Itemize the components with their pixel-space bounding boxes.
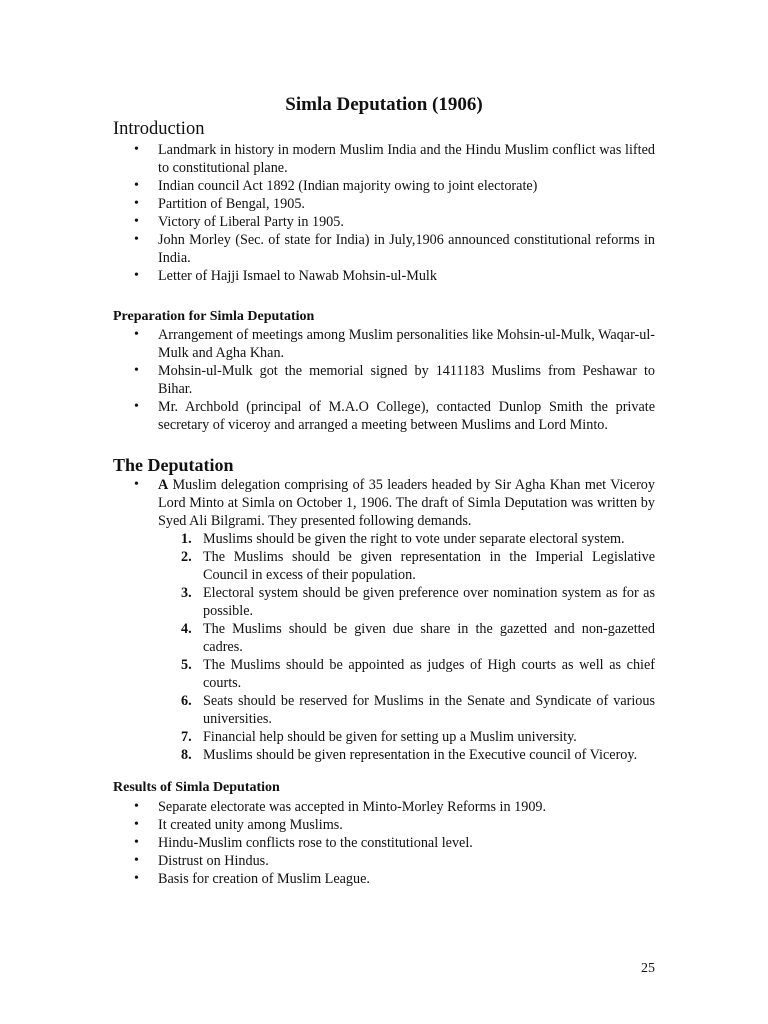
demand-number: 8.: [181, 747, 192, 763]
demand-text: Seats should be reserved for Muslims in the Senate and Syndicate of various universities.: [203, 693, 655, 727]
list-item: • Hindu-Muslim conflicts rose to the constitutional level.: [113, 834, 655, 852]
demand-number: 7.: [181, 729, 192, 745]
demand-number: 2.: [181, 549, 192, 565]
demand-item: [158, 548, 655, 584]
deputation-lead: [158, 477, 655, 529]
page-title: Simla Deputation (1906): [285, 94, 483, 115]
list-item: • John Morley (Sec. of state for India) in July,1906 announced constitutional reforms in India.: [113, 231, 655, 267]
demand-text: Electoral system should be given preference over nomination system as for as possible.: [203, 585, 655, 619]
list-item: • Victory of Liberal Party in 1905.: [113, 213, 655, 231]
list-item: • Basis for creation of Muslim League.: [113, 870, 655, 888]
deputation-heading: The Deputation: [113, 455, 234, 475]
list-item: • Landmark in history in modern Muslim India and the Hindu Muslim conflict was lifted to constitutional plane.: [113, 141, 655, 177]
demand-item: [158, 620, 655, 656]
page-number: 25: [641, 961, 655, 976]
introduction-list: [113, 141, 655, 285]
lead-text: Muslim delegation comprising of 35 leaders headed by Sir Agha Khan met Viceroy Lord Minto at Simla on October 1, 1906. The draft of Simla Deputation was written by Syed Ali Bilgrami. They presented following demands.: [158, 477, 655, 529]
demand-text: The Muslims should be given due share in the gazetted and non-gazetted cadres.: [203, 621, 655, 655]
demand-text: Muslims should be given representation in the Executive council of Viceroy.: [203, 747, 638, 763]
list-item: • Arrangement of meetings among Muslim personalities like Mohsin-ul-Mulk, Waqar-ul-Mulk and Agha Khan.: [113, 326, 655, 362]
demand-item: [158, 746, 655, 764]
demand-text: Muslims should be given the right to vote under separate electoral system.: [203, 531, 625, 547]
list-item: • Partition of Bengal, 1905.: [113, 195, 655, 213]
list-item: • Distrust on Hindus.: [113, 852, 655, 870]
list-item: • It created unity among Muslims.: [113, 816, 655, 834]
demand-item: [158, 692, 655, 728]
preparation-list: [113, 326, 655, 434]
demand-text: Financial help should be given for setting up a Muslim university.: [203, 729, 577, 745]
demand-text: The Muslims should be given representation in the Imperial Legislative Council in excess of their population.: [203, 549, 655, 583]
demand-item: [158, 584, 655, 620]
list-item: • Separate electorate was accepted in Minto-Morley Reforms in 1909.: [113, 798, 655, 816]
list-item: • Letter of Hajji Ismael to Nawab Mohsin-ul-Mulk: [113, 267, 655, 285]
demand-number: 4.: [181, 621, 192, 637]
demand-number: 6.: [181, 693, 192, 709]
demand-number: 1.: [181, 531, 192, 547]
lead-bold: A: [158, 477, 169, 493]
demands-list: [158, 530, 655, 764]
results-heading: Results of Simla Deputation: [113, 780, 280, 795]
introduction-heading: Introduction: [113, 119, 205, 139]
list-item: • Mr. Archbold (principal of M.A.O College), contacted Dunlop Smith the private secretary of viceroy and arranged a meeting between Muslims and Lord Minto.: [113, 398, 655, 434]
demand-item: [158, 728, 655, 746]
list-item: • Indian council Act 1892 (Indian majority owing to joint electorate): [113, 177, 655, 195]
list-item: [113, 476, 655, 764]
demand-number: 3.: [181, 585, 192, 601]
results-list: [113, 798, 655, 888]
preparation-heading: Preparation for Simla Deputation: [113, 309, 315, 324]
demand-number: 5.: [181, 657, 192, 673]
demand-text: The Muslims should be appointed as judges of High courts as well as chief courts.: [203, 657, 655, 691]
list-item: • Mohsin-ul-Mulk got the memorial signed by 1411183 Muslims from Peshawar to Bihar.: [113, 362, 655, 398]
demand-item: [158, 530, 655, 548]
deputation-list: [113, 476, 655, 764]
demand-item: [158, 656, 655, 692]
